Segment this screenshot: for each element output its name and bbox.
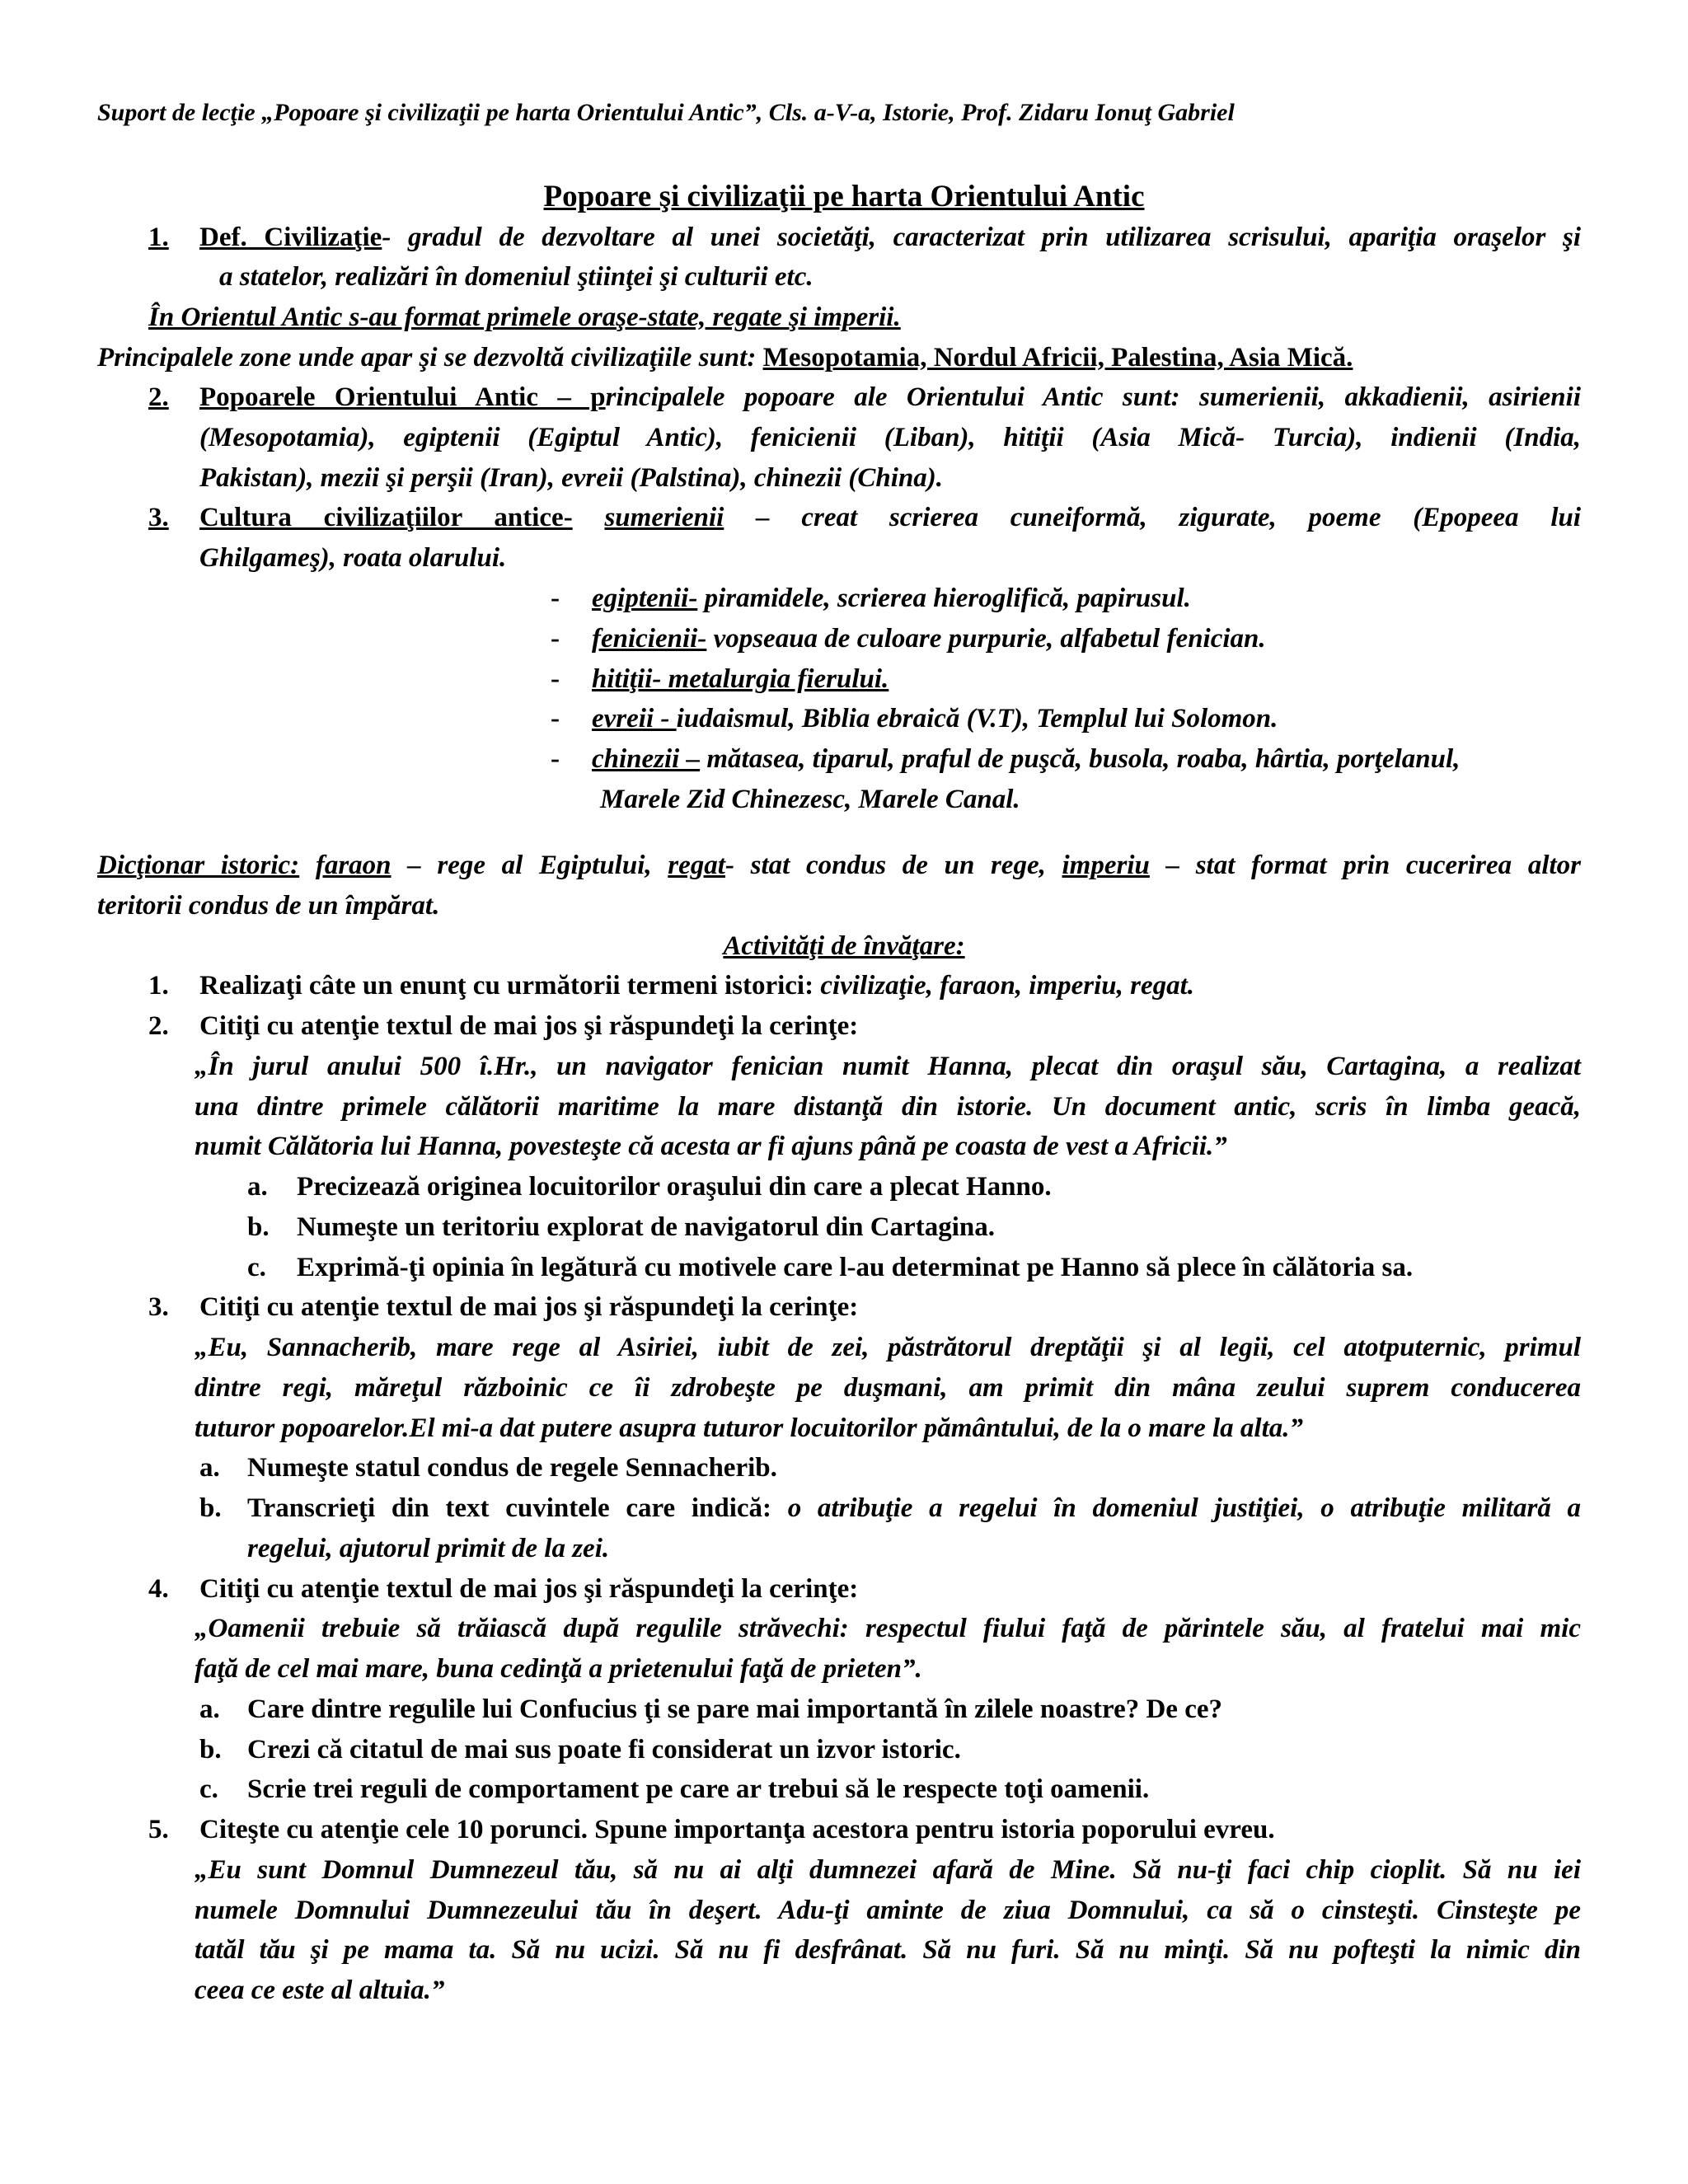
culture-item: evreii - iudaismul, Biblia ebraică (V.T), Templul lui Solomon. [592, 704, 1278, 733]
activities-heading: Activităţi de învăţare: [723, 931, 965, 961]
culture-item: hitiţii- metalurgia fierului. [592, 664, 889, 694]
question-2-item: Precizează originea locuitorilor oraşului din care a plecat Hanno. [297, 1172, 1052, 1202]
question-3-item: Numeşte statul condus de regele Sennacherib. [247, 1453, 777, 1483]
dictionary-label: Dicţionar istoric: [97, 851, 300, 880]
question-5-quote-line: tatăl tău şi pe mama ta. Să nu ucizi. Să nu fi desfrânat. Să nu furi. Să nu minţi. Să nu pofteşti la nimic din [195, 1935, 1581, 1965]
question-3-item: Transcrieţi din text cuvintele care indică: o atribuţie a regelui în domeniul justiţiei, o atribuţie militară a [247, 1493, 1581, 1523]
section-2-number: 2. [148, 382, 169, 412]
question-3-quote-line: „Eu, Sannacherib, mare rege al Asiriei, iubit de zei, păstrătorul dreptăţii şi al legii, cel atotputernic, primul [195, 1333, 1581, 1362]
culture-item-dash: - [551, 664, 560, 694]
question-4-item: Care dintre regulile lui Confucius ţi se pare mai importantă în zilele noastre? De ce? [247, 1694, 1222, 1724]
question-2-text: Citiţi cu atenţie textul de mai jos şi răspundeţi la cerinţe: [199, 1011, 859, 1041]
question-2-item: Numeşte un teritoriu explorat de navigatorul din Cartagina. [297, 1212, 995, 1242]
civilizatie-term: Def. Civilizaţie [199, 223, 382, 252]
question-2-item-letter: b. [247, 1212, 270, 1242]
section-1-number: 1. [148, 223, 169, 252]
question-3-quote-line: tuturor popoarelor.El mi-a dat putere asupra tuturor locuitorilor pământului, de la o mare la alta.” [195, 1413, 1303, 1443]
orient-note: În Orientul Antic s-au format primele oraşe-state, regate şi imperii. [148, 302, 901, 332]
page-header: Suport de lecţie „Popoare şi civilizaţii pe harta Orientului Antic”, Cls. a-V-a, Istorie, Prof. Zidaru Ionuţ Gabriel [97, 99, 1235, 126]
culture-item: fenicienii- vopseaua de culoare purpurie, alfabetul fenician. [592, 624, 1266, 654]
question-3-item-continuation: regelui, ajutorul primit de la zei. [247, 1534, 610, 1563]
question-3-text: Citiţi cu atenţie textul de mai jos şi răspundeţi la cerinţe: [199, 1292, 859, 1322]
question-4-quote-line: faţă de cel mai mare, buna cedinţă a prietenului faţă de prieten”. [195, 1654, 922, 1684]
section-1-line-1: Def. Civilizaţie- gradul de dezvoltare al unei societăţi, caracterizat prin utilizarea scrisului, apariţia oraşelor şi [199, 223, 1581, 252]
question-2-number: 2. [148, 1011, 169, 1041]
question-5-quote-line: „Eu sunt Domnul Dumnezeul tău, să nu ai alţi dumnezei afară de Mine. Să nu-ţi faci chip cioplit. Să nu iei [195, 1855, 1581, 1885]
question-3-quote-line: dintre regi, măreţul războinic ce îi zdrobeşte pe duşmani, am primit din mâna zeului suprem conducerea [195, 1373, 1581, 1403]
culture-item-dash: - [551, 704, 560, 733]
question-2-quote-line: „În jurul anului 500 î.Hr., un navigator fenician numit Hanna, plecat din oraşul său, Cartagina, a realizat [195, 1052, 1581, 1081]
culture-item-continuation: Marele Zid Chinezesc, Marele Canal. [600, 785, 1020, 814]
question-3-item-letter: b. [199, 1493, 222, 1523]
culture-item-dash: - [551, 744, 560, 774]
section-2-line-1: Popoarele Orientului Antic – principalele popoare ale Orientului Antic sunt: sumerienii, akkadienii, asirienii [199, 382, 1581, 412]
zones-list: Mesopotamia, Nordul Africii, Palestina, Asia Mică. [762, 343, 1353, 373]
question-2-item: Exprimă-ţi opinia în legătură cu motivele care l-au determinat pe Hanno să plece în călătoria sa. [297, 1253, 1414, 1282]
question-4-quote-line: „Oamenii trebuie să trăiască după regulile străvechi: respectul fiului faţă de părintele său, al fratelui mai mic [195, 1614, 1581, 1643]
question-5-text: Citeşte cu atenţie cele 10 porunci. Spune importanţa acestora pentru istoria poporului evreu. [199, 1815, 1275, 1844]
question-5-quote-line: ceea ce este al altuia.” [195, 1975, 445, 2005]
culture-item: egiptenii- piramidele, scrierea hieroglifică, papirusul. [592, 583, 1191, 613]
section-1-line-2: a statelor, realizări în domeniul ştiinţei şi culturii etc. [219, 262, 814, 292]
culture-item-dash: - [551, 583, 560, 613]
section-3-line-1: Cultura civilizaţiilor antice- sumerienii – creat scrierea cuneiformă, zigurate, poeme (Epopeea lui [199, 503, 1582, 532]
dictionary-line-1: Dicţionar istoric: faraon – rege al Egiptului, regat- stat condus de un rege, imperiu – stat format prin cucerirea altor [97, 851, 1582, 880]
section-2-line-2: (Mesopotamia), egiptenii (Egiptul Antic), fenicienii (Liban), hitiţii (Asia Mică- Turcia), indienii (India, [199, 423, 1581, 452]
question-2-item-letter: a. [247, 1172, 268, 1202]
question-3-item-letter: a. [199, 1453, 220, 1483]
question-4-item-letter: a. [199, 1694, 220, 1724]
question-3-number: 3. [148, 1292, 169, 1322]
question-2-quote-line: numit Călătoria lui Hanna, povesteşte că acesta ar fi ajuns până pe coasta de vest a Africii.” [195, 1132, 1227, 1161]
zones-line: Principalele zone unde apar şi se dezvoltă civilizaţiile sunt: Mesopotamia, Nordul Africii, Palestina, Asia Mică. [97, 343, 1353, 373]
culture-item: chinezii – mătasea, tiparul, praful de puşcă, busola, roaba, hârtia, porţelanul, [592, 744, 1461, 774]
page-title: Popoare şi civilizaţii pe harta Orientului Antic [543, 180, 1145, 213]
section-3-number: 3. [148, 503, 169, 532]
sumerienii-label: sumerienii [604, 503, 724, 532]
question-4-number: 4. [148, 1574, 169, 1604]
cultura-term: Cultura civilizaţiilor antice- [199, 503, 573, 532]
question-1-text: Realizaţi câte un enunţ cu următorii termeni istorici: civilizaţie, faraon, imperiu, regat. [199, 971, 1195, 1001]
question-1-number: 1. [148, 971, 169, 1001]
section-3-line-2: Ghilgameş), roata olarului. [199, 543, 507, 573]
dictionary-line-2: teritorii condus de un împărat. [97, 891, 440, 921]
question-5-number: 5. [148, 1815, 169, 1844]
question-4-item: Scrie trei reguli de comportament pe care ar trebui să le respecte toţi oamenii. [247, 1774, 1150, 1804]
question-4-item-letter: b. [199, 1735, 222, 1765]
question-4-item: Crezi că citatul de mai sus poate fi considerat un izvor istoric. [247, 1735, 961, 1765]
culture-item-dash: - [551, 624, 560, 654]
popoare-term: Popoarele Orientului Antic – p [199, 382, 606, 412]
question-4-text: Citiţi cu atenţie textul de mai jos şi răspundeţi la cerinţe: [199, 1574, 859, 1604]
question-2-item-letter: c. [247, 1253, 266, 1282]
question-2-quote-line: una dintre primele călătorii maritime la mare distanţă din istorie. Un document antic, scris în limba geacă, [195, 1092, 1581, 1122]
question-5-quote-line: numele Domnului Dumnezeului tău în deşert. Adu-ţi aminte de ziua Domnului, ca să o cinsteşti. Cinsteşte pe [195, 1896, 1581, 1925]
question-4-item-letter: c. [199, 1774, 218, 1804]
section-2-line-3: Pakistan), mezii şi perşii (Iran), evreii (Palstina), chinezii (China). [199, 463, 944, 493]
